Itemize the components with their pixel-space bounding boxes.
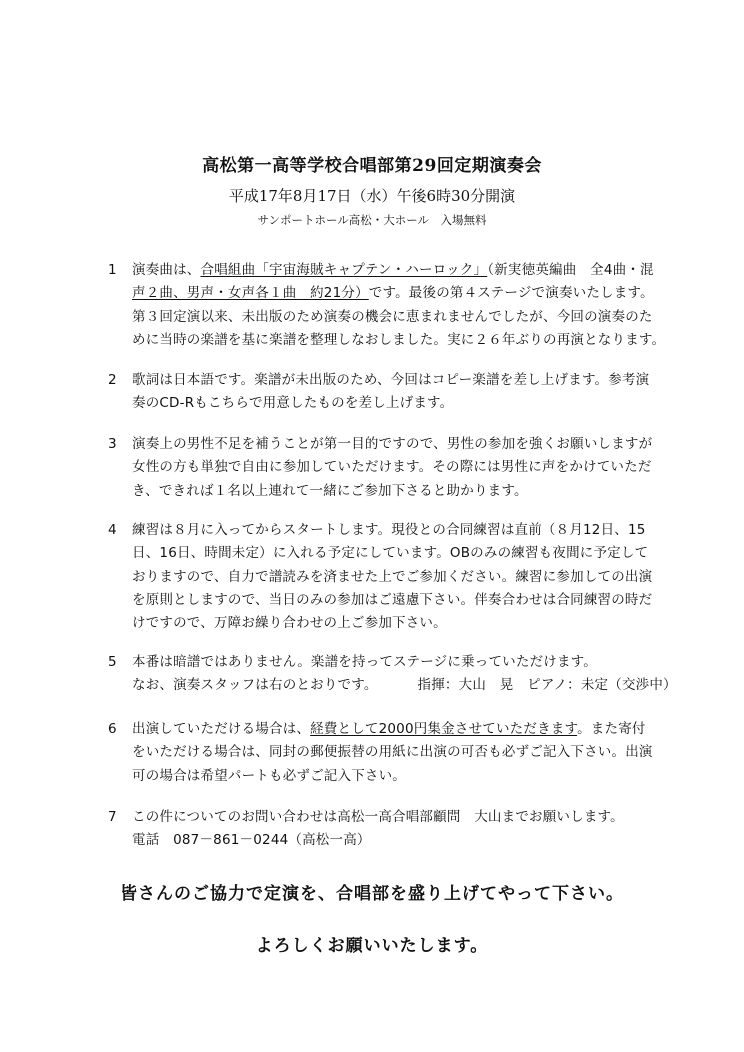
text-run: 演奏曲は、 (132, 262, 201, 278)
text-run: （新実徳英編曲 全4曲・混 (487, 262, 654, 278)
text-run: なお、演奏スタッフは右のとおりです。 (132, 677, 378, 694)
text-line: 女性の方も単独で自由に参加していただけます。その際には男性に声をかけていただ (132, 459, 652, 476)
closing-message: 皆さんのご協力で定演を、合唱部を盛り上げてやって下さい。 (120, 884, 624, 904)
concert-venue: サンポートホール高松・大ホール 入場無料 (257, 213, 487, 227)
text-line: 歌詞は日本語です。楽譜が未出版のため、今回はコピー楽譜を差し上げます。参考演 (132, 372, 650, 388)
item-number: 6 (108, 721, 117, 737)
text-line: 奏のCD-Rもこちらで用意したものを差し上げます。 (132, 395, 454, 412)
text-line: 演奏上の男性不足を補うことが第一目的ですので、男性の参加を強くお願いしますが (132, 436, 653, 452)
closing-greeting: よろしくお願いいたします。 (255, 936, 489, 956)
item-text (132, 259, 672, 352)
text-run: です。最後の第４ステージで演奏いたします。 (368, 285, 654, 302)
text-line: 第３回定演以来、未出版のため演奏の機会に恵まれませんでしたが、今回の演奏のた (132, 308, 653, 325)
text-line: き、できれば１名以上連れて一緒にご参加下さると助かります。 (132, 482, 528, 499)
concert-title: 高松第一高等学校合唱部第29回定期演奏会 (202, 156, 542, 176)
item-number: 5 (108, 654, 117, 670)
text-line: めに当時の楽譜を基に楽譜を整理しなおしました。実に２６年ぶりの再演となります。 (132, 331, 666, 348)
item-text (132, 519, 672, 635)
item-number: 3 (108, 436, 117, 452)
item-text (132, 433, 672, 503)
item-text (132, 718, 672, 788)
text-line: 日、16日、時間未定）に入れる予定にしています。OBのみの練習も夜間に予定して (132, 545, 649, 562)
text-line: おりますので、自力で譜読みを済ませた上でご参加ください。練習に参加しての出演 (132, 568, 653, 585)
text-run: 出演していただける場合は、 (132, 721, 311, 737)
item-text (132, 651, 677, 698)
item-number: 4 (108, 522, 117, 538)
text-line: を原則としますので、当日のみの参加はご遠慮下さい。伴奏合わせは合同練習の時だ (132, 591, 653, 608)
item-number: 2 (108, 372, 117, 388)
text-line: この件についてのお問い合わせは高松一高合唱部顧問 大山までお願いします。 (132, 809, 624, 825)
text-run: 。また寄付 (577, 721, 646, 737)
text-line: けですので、万障お繰り合わせの上ご参加下さい。 (132, 615, 447, 632)
text-line: をいただける場合は、同封の郵便振替の用紙に出演の可否も必ずご記入下さい。出演 (132, 744, 653, 761)
item-number: 7 (108, 809, 117, 825)
text-line: 練習は８月に入ってからスタートします。現役との合同練習は直前（８月12日、15 (132, 522, 646, 538)
concert-date: 平成17年8月17日（水）午後6時30分開演 (228, 187, 516, 205)
underlined-song-title: 合唱組曲「宇宙海賊キャプテン・ハーロック」 (200, 262, 488, 278)
text-line: 可の場合は希望パートも必ずご記入下さい。 (132, 767, 406, 784)
item-number: 1 (108, 262, 117, 278)
text-line: 本番は暗譜ではありません。楽譜を持ってステージに乗っていただけます。 (132, 654, 597, 670)
item-text (132, 806, 672, 853)
item-text (132, 369, 672, 416)
underlined-song-details: 声２曲、男声・女声各１曲 約21分） (132, 285, 369, 302)
staff-info: 指揮：大山 晃 ピアノ：未定（交渉中） (417, 677, 677, 694)
contact-phone: 電話 087－861－0244（高松一高） (132, 832, 371, 849)
underlined-fee: 経費として2000円集金させていただきます (310, 721, 578, 737)
